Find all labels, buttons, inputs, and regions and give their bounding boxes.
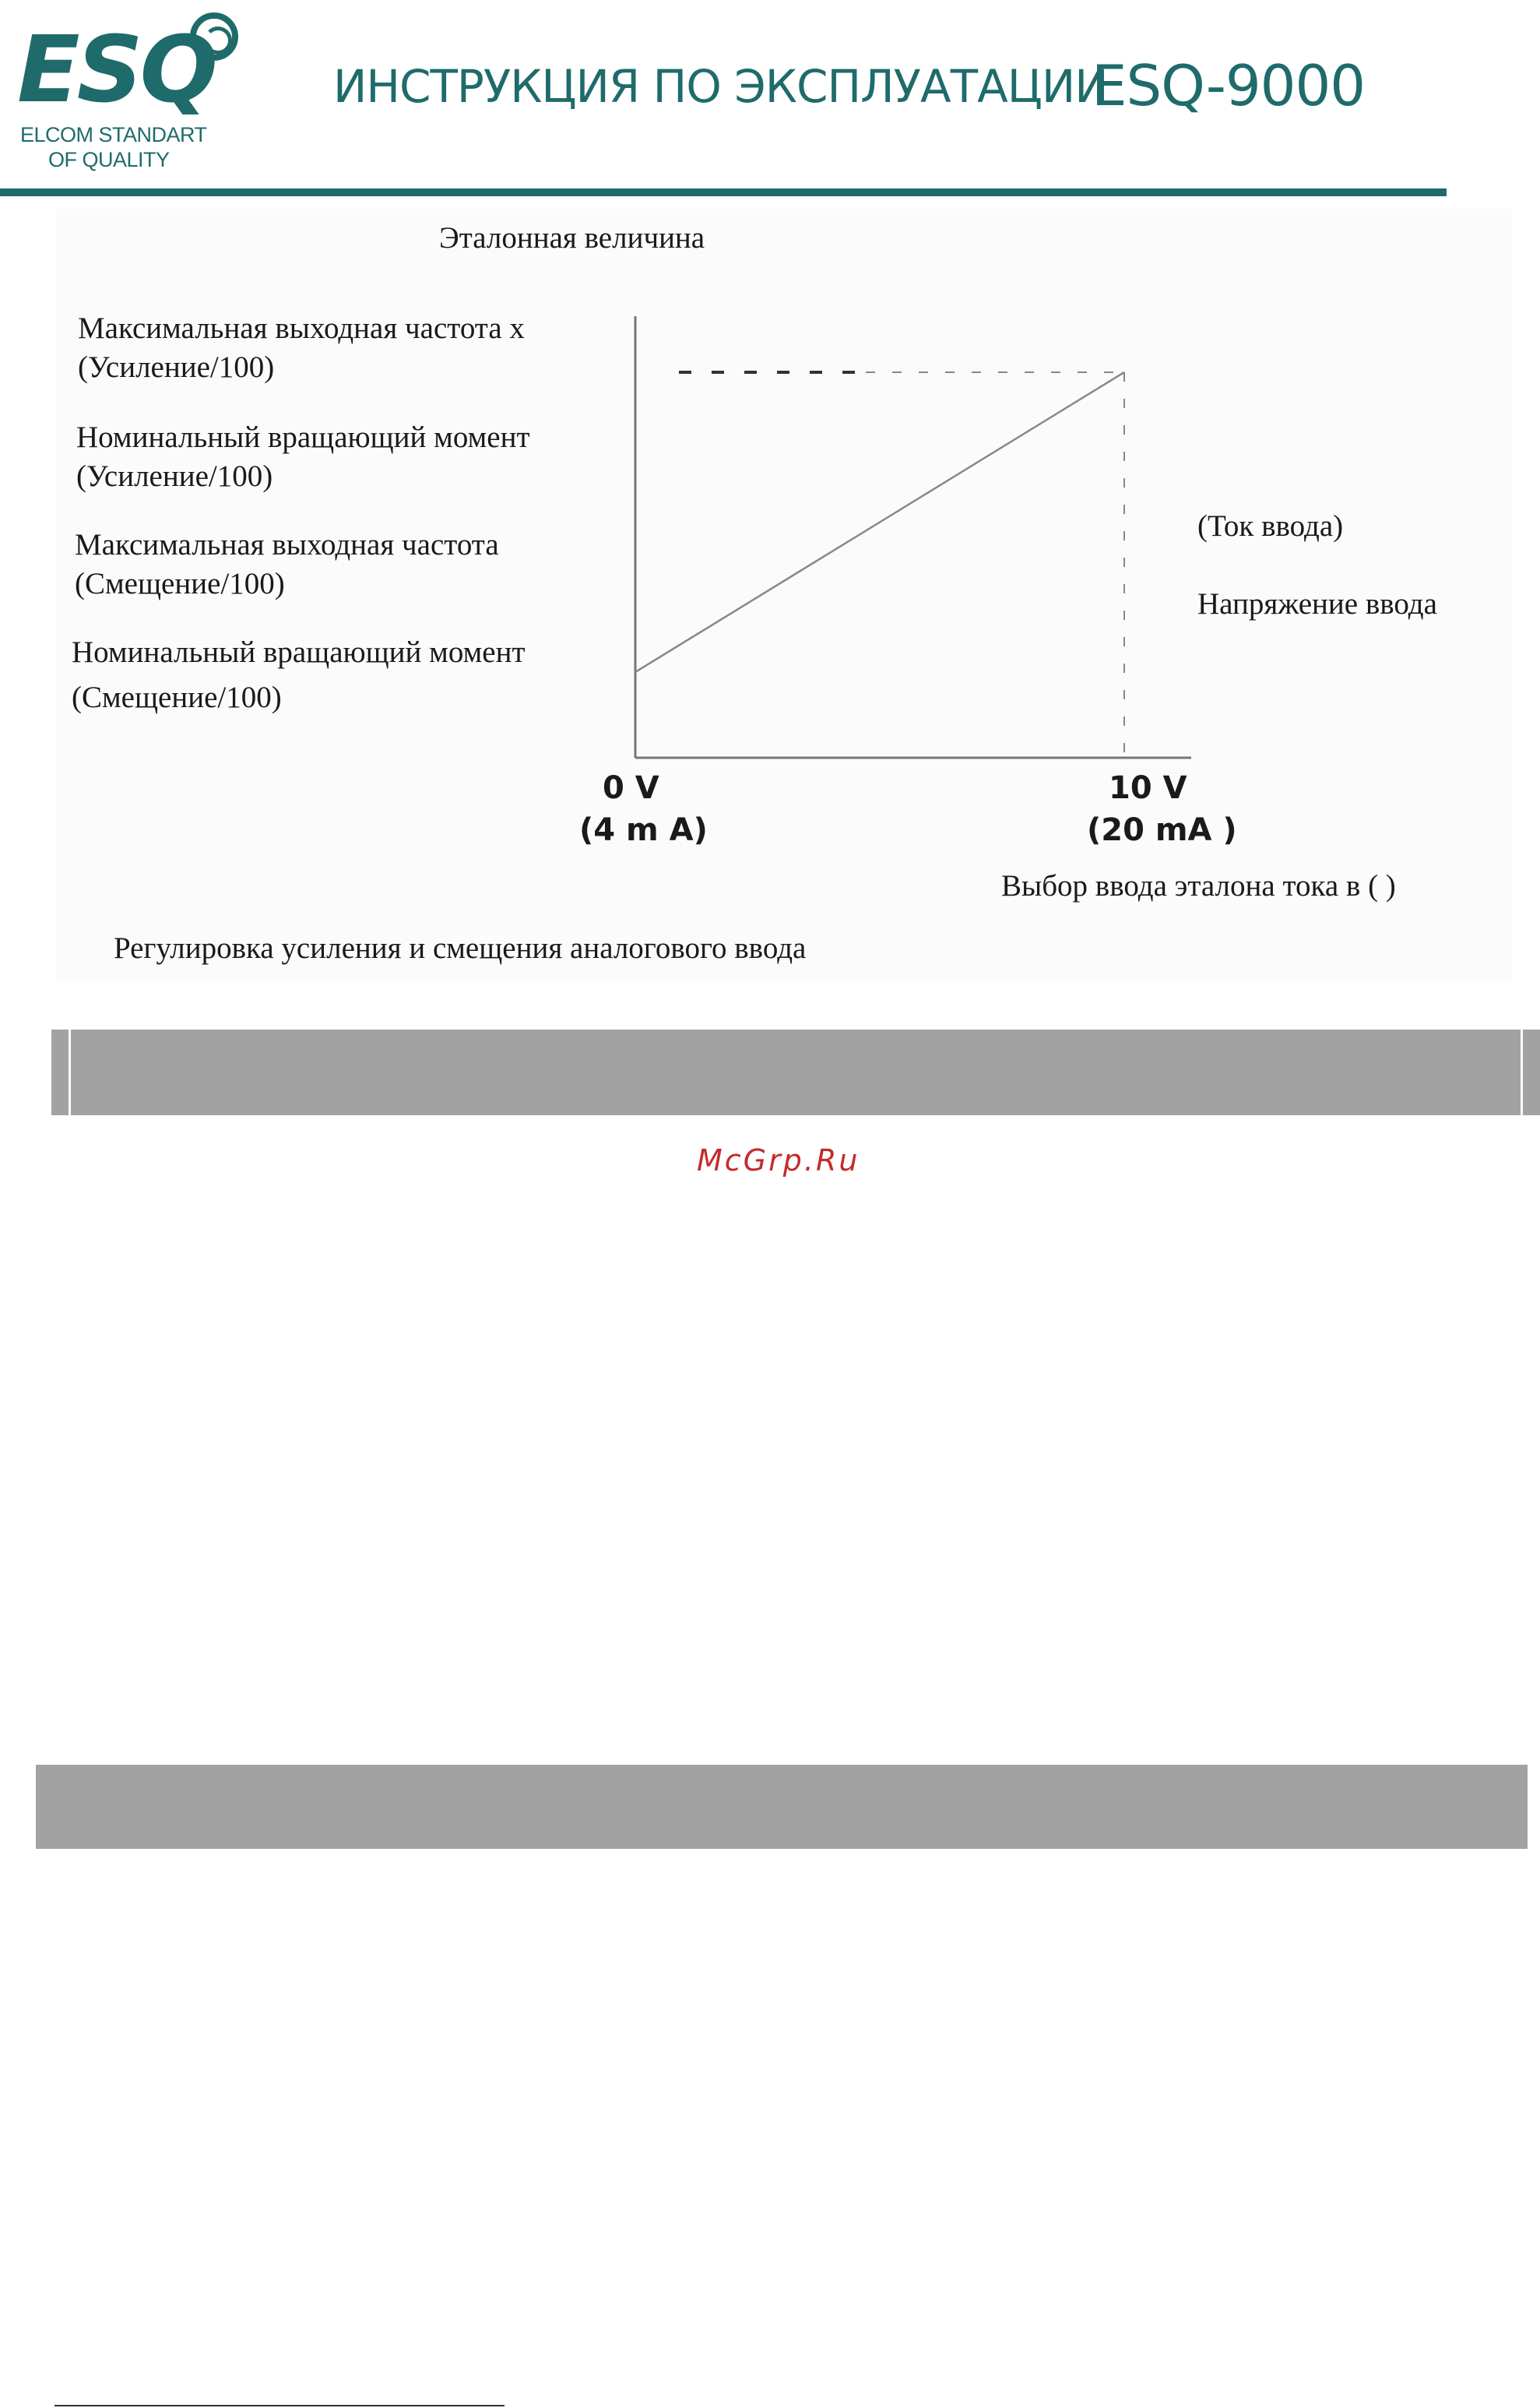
voltage-input-label: Напряжение ввода	[1197, 587, 1437, 621]
logo-emblem-icon	[190, 12, 238, 61]
current-reference-note: Выбор ввода эталона тока в ( )	[1001, 869, 1396, 903]
figure-caption: Регулировка усиления и смещения аналогового ввода	[114, 931, 807, 965]
max-freq-gain-label-2: (Усиление/100)	[78, 350, 275, 384]
max-freq-bias-label-1: Максимальная выходная частота	[75, 528, 499, 562]
torque-bias-label-2: (Смещение/100)	[72, 681, 282, 714]
header-divider	[0, 188, 1447, 196]
current-input-label: (Ток ввода)	[1197, 509, 1344, 543]
max-freq-gain-label-1: Максимальная выходная частота х	[78, 312, 525, 345]
x-tick-zero-voltage: 0 V	[603, 770, 659, 806]
torque-bias-label-1: Номинальный вращающий момент	[72, 635, 526, 669]
x-tick-max-voltage: 10 V	[1109, 770, 1187, 806]
document-title: ИНСТРУКЦИЯ ПО ЭКСПЛУАТАЦИИ	[333, 60, 1108, 113]
gain-bias-figure	[56, 209, 1512, 981]
reference-value-label: Эталонная величина	[439, 221, 705, 255]
logo-tagline-line1: ELCOM STANDART	[20, 123, 207, 146]
footnote-divider	[54, 2405, 505, 2406]
torque-gain-label-1: Номинальный вращающий момент	[76, 421, 530, 454]
x-tick-zero-current: (4 m A)	[579, 812, 708, 848]
page-header	[0, 0, 1540, 202]
max-freq-bias-label-2: (Смещение/100)	[75, 567, 285, 600]
document-model: ESQ-9000	[1092, 53, 1366, 118]
characteristic-line	[635, 372, 1124, 672]
watermark: McGrp.Ru	[697, 1143, 860, 1178]
x-tick-max-current: (20 mA )	[1087, 812, 1237, 848]
section-bar-bottom	[36, 1765, 1528, 1849]
section-bar-top	[51, 1030, 1540, 1115]
esq-logo	[17, 8, 251, 179]
logo-wordmark: ESQ	[17, 16, 215, 123]
torque-gain-label-2: (Усиление/100)	[76, 459, 273, 493]
logo-tagline-line2: OF QUALITY	[48, 148, 170, 171]
